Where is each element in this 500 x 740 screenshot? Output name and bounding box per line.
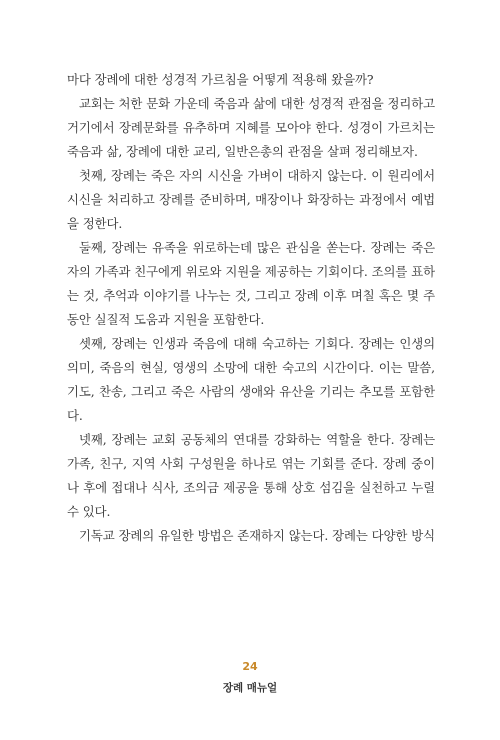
text-line: 기도, 찬송, 그리고 죽은 사람의 생애와 유산을 기리는 추모를 포함한 bbox=[67, 384, 435, 399]
text-line: 첫째, 장례는 죽은 자의 시신을 가벼이 대하지 않는다. 이 원리에서 bbox=[79, 168, 435, 183]
text-line: 둘째, 장례는 유족을 위로하는데 많은 관심을 쏟는다. 장례는 죽은 bbox=[79, 240, 435, 255]
text-line: 을 정한다. bbox=[67, 216, 123, 231]
running-footer-title: 장례 매뉴얼 bbox=[222, 682, 278, 694]
text-line: 동안 실질적 도움과 지원을 포함한다. bbox=[67, 312, 265, 327]
text-line: 가족, 친구, 지역 사회 구성원을 하나로 엮는 기회를 준다. 장례 중이 bbox=[67, 456, 435, 471]
text-line: 다. bbox=[67, 408, 83, 423]
text-line: 거기에서 장례문화를 유추하며 지혜를 모아야 한다. 성경이 가르치는 bbox=[67, 120, 435, 135]
text-line: 기독교 장례의 유일한 방법은 존재하지 않는다. 장례는 다양한 방식 bbox=[79, 528, 435, 543]
text-line: 교회는 처한 문화 가운데 죽음과 삶에 대한 성경적 관점을 정리하고 bbox=[79, 96, 435, 111]
body-text bbox=[67, 68, 435, 548]
page-number: 24 bbox=[242, 660, 258, 673]
text-line: 죽음과 삶, 장례에 대한 교리, 일반은총의 관점을 살펴 정리해보자. bbox=[67, 144, 418, 159]
text-line: 의미, 죽음의 현실, 영생의 소망에 대한 숙고의 시간이다. 이는 말씀, bbox=[67, 360, 435, 375]
text-line: 넷째, 장례는 교회 공동체의 연대를 강화하는 역할을 한다. 장례는 bbox=[79, 432, 435, 447]
text-line: 시신을 처리하고 장례를 준비하며, 매장이나 화장하는 과정에서 예법 bbox=[67, 192, 435, 207]
text-line: 는 것, 추억과 이야기를 나누는 것, 그리고 장례 이후 며칠 혹은 몇 주 bbox=[67, 288, 435, 303]
text-line: 셋째, 장례는 인생과 죽음에 대해 숙고하는 기회다. 장례는 인생의 bbox=[79, 336, 435, 351]
text-line: 자의 가족과 친구에게 위로와 지원을 제공하는 기회이다. 조의를 표하 bbox=[67, 264, 435, 279]
text-line: 수 있다. bbox=[67, 504, 111, 519]
text-line: 마다 장례에 대한 성경적 가르침을 어떻게 적용해 왔을까? bbox=[67, 72, 374, 87]
text-line: 나 후에 접대나 식사, 조의금 제공을 통해 상호 섬김을 실천하고 누릴 bbox=[67, 480, 435, 495]
